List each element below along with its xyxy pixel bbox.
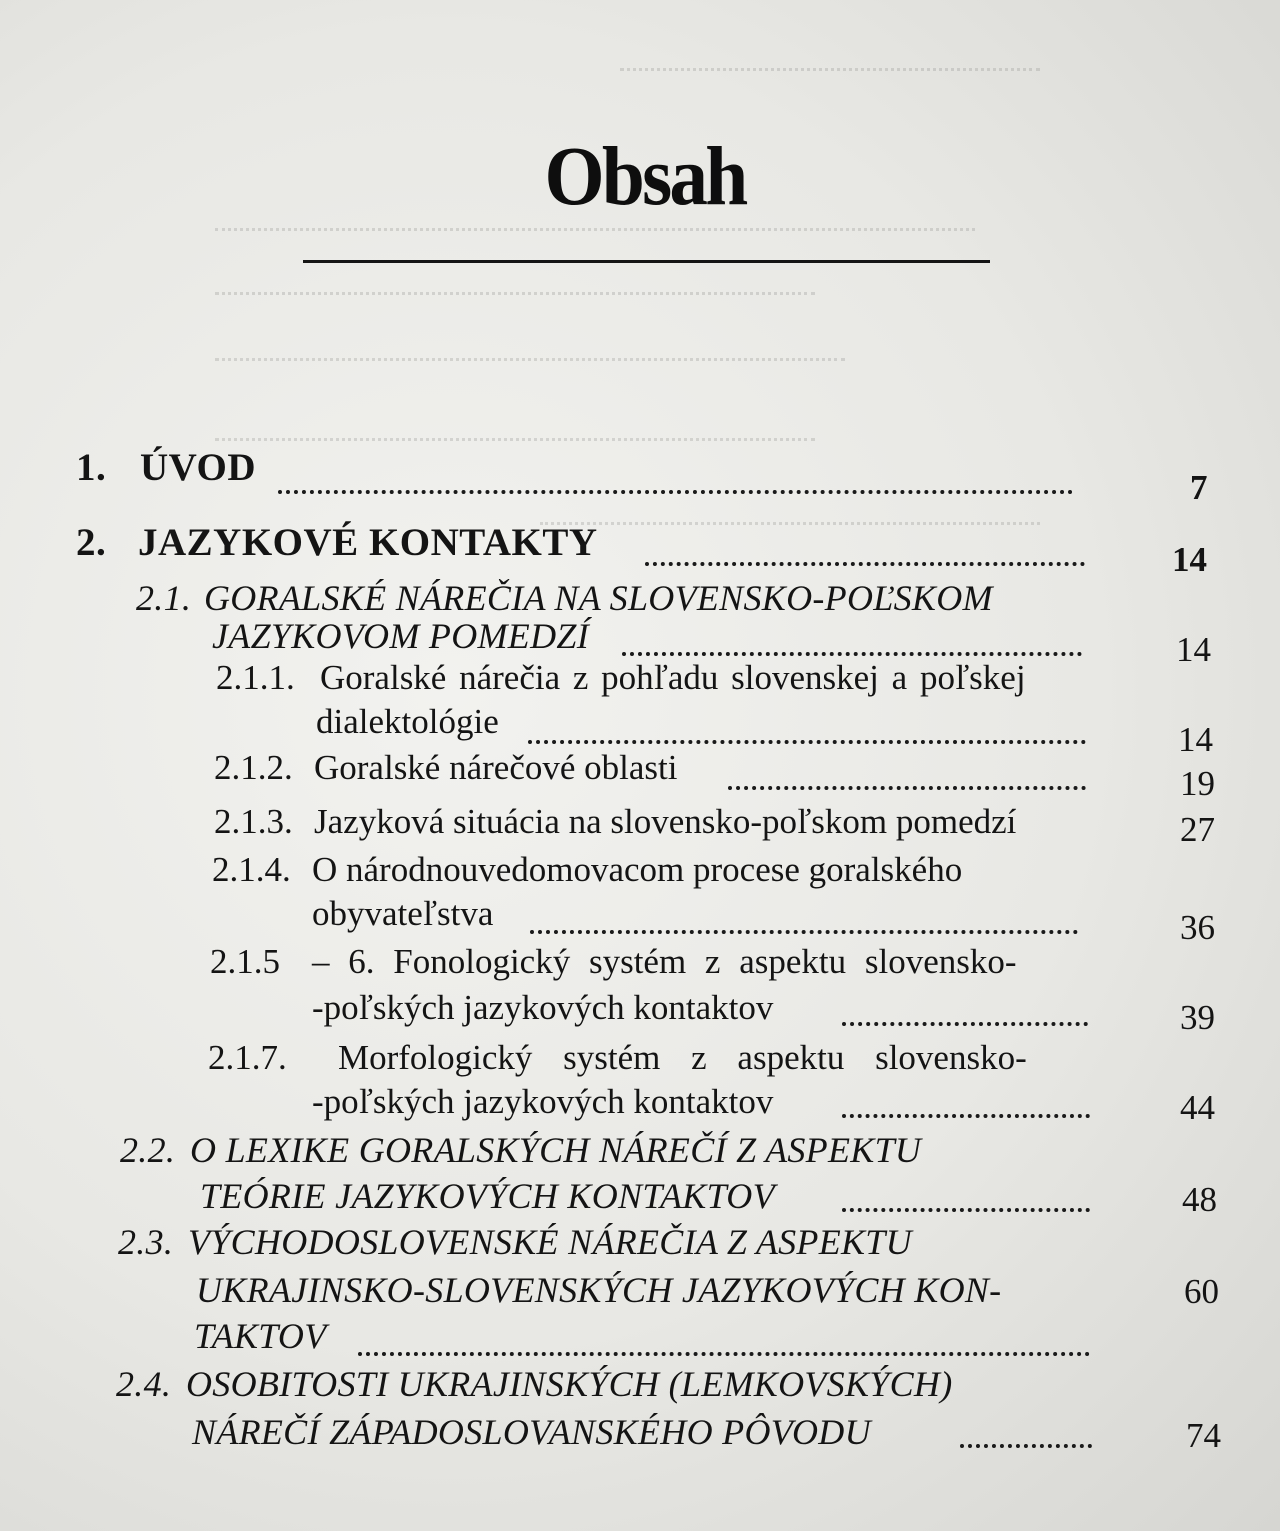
page-number: 14: [1178, 720, 1213, 759]
toc-number: 2.1.4.: [212, 850, 291, 889]
page-number: 74: [1186, 1416, 1221, 1455]
toc-label-line1: O národnouvedomovacom procese goralského: [312, 850, 963, 889]
toc-number: 2.4.: [116, 1364, 172, 1404]
toc-label-line1: Morfologický systém z aspektu slovensko-: [338, 1038, 1027, 1077]
toc-number: 2.1.2.: [214, 748, 293, 787]
page-number: 44: [1180, 1088, 1215, 1127]
toc-label-line1: OSOBITOSTI UKRAJINSKÝCH (LEMKOVSKÝCH): [186, 1364, 953, 1404]
toc-number: 2.1.5: [210, 942, 280, 981]
leader-dots: [842, 1022, 1088, 1026]
leader-dots: [358, 1352, 1090, 1356]
leader-dots: [728, 786, 1086, 790]
toc-label-line2: NÁREČÍ ZÁPADOSLOVANSKÉHO PÔVODU: [192, 1412, 871, 1452]
page-number: 27: [1180, 810, 1215, 849]
toc-number: 2.1.: [136, 578, 192, 618]
leader-dots: [530, 930, 1078, 934]
page-number: 36: [1180, 908, 1215, 947]
toc-number: 2.1.7.: [208, 1038, 287, 1077]
toc-label-line3: TAKTOV: [194, 1316, 327, 1356]
leader-dots: [645, 562, 1085, 566]
page-title: Obsah: [544, 130, 746, 223]
toc-label-line1: GORALSKÉ NÁREČIA NA SLOVENSKO-POĽSKOM: [204, 578, 993, 618]
toc-number: 1.: [76, 446, 107, 489]
toc-label-line2: TEÓRIE JAZYKOVÝCH KONTAKTOV: [200, 1176, 775, 1216]
toc-label-line2: JAZYKOVOM POMEDZÍ: [212, 616, 590, 656]
page-number: 7: [1190, 468, 1208, 507]
page-number: 14: [1172, 540, 1207, 579]
toc-label-line2: -poľských jazykových kontaktov: [312, 988, 774, 1027]
toc-label-line1: VÝCHODOSLOVENSKÉ NÁREČIA Z ASPEKTU: [188, 1222, 912, 1262]
toc-label-line2: obyvateľstva: [312, 894, 494, 933]
page-number: 19: [1180, 764, 1215, 803]
toc-label-line1: Goralské nárečia z pohľadu slovenskej a poľskej: [320, 658, 1026, 697]
toc-number: 2.1.3.: [214, 802, 293, 841]
toc-label-line2: dialektológie: [316, 702, 499, 741]
toc-label: JAZYKOVÉ KONTAKTY: [138, 521, 598, 564]
leader-dots: [960, 1444, 1092, 1448]
leader-dots: [842, 1114, 1090, 1118]
page-number: 39: [1180, 998, 1215, 1037]
leader-dots: [622, 652, 1082, 656]
toc-label: Jazyková situácia na slovensko-poľskom pomedzí: [314, 802, 1017, 841]
toc-label-line1: – 6. Fonologický systém z aspektu slovensko-: [312, 942, 1017, 981]
page-number: 60: [1184, 1272, 1219, 1311]
toc-label: Goralské nárečové oblasti: [314, 748, 678, 787]
leader-dots: [842, 1208, 1090, 1212]
toc-label-line2: UKRAJINSKO-SLOVENSKÝCH JAZYKOVÝCH KON-: [196, 1270, 1002, 1310]
page-number: 48: [1182, 1180, 1217, 1219]
toc-label: ÚVOD: [140, 446, 257, 489]
page-number: 14: [1176, 630, 1211, 669]
leader-dots: [528, 740, 1086, 744]
toc-number: 2.: [76, 521, 107, 564]
toc-label-line1: O LEXIKE GORALSKÝCH NÁREČÍ Z ASPEKTU: [190, 1130, 922, 1170]
leader-dots: [278, 490, 1073, 494]
toc-label-line2: -poľských jazykových kontaktov: [312, 1082, 774, 1121]
toc-number: 2.2.: [120, 1130, 176, 1170]
toc-number: 2.3.: [118, 1222, 174, 1262]
toc-number: 2.1.1.: [216, 658, 295, 697]
